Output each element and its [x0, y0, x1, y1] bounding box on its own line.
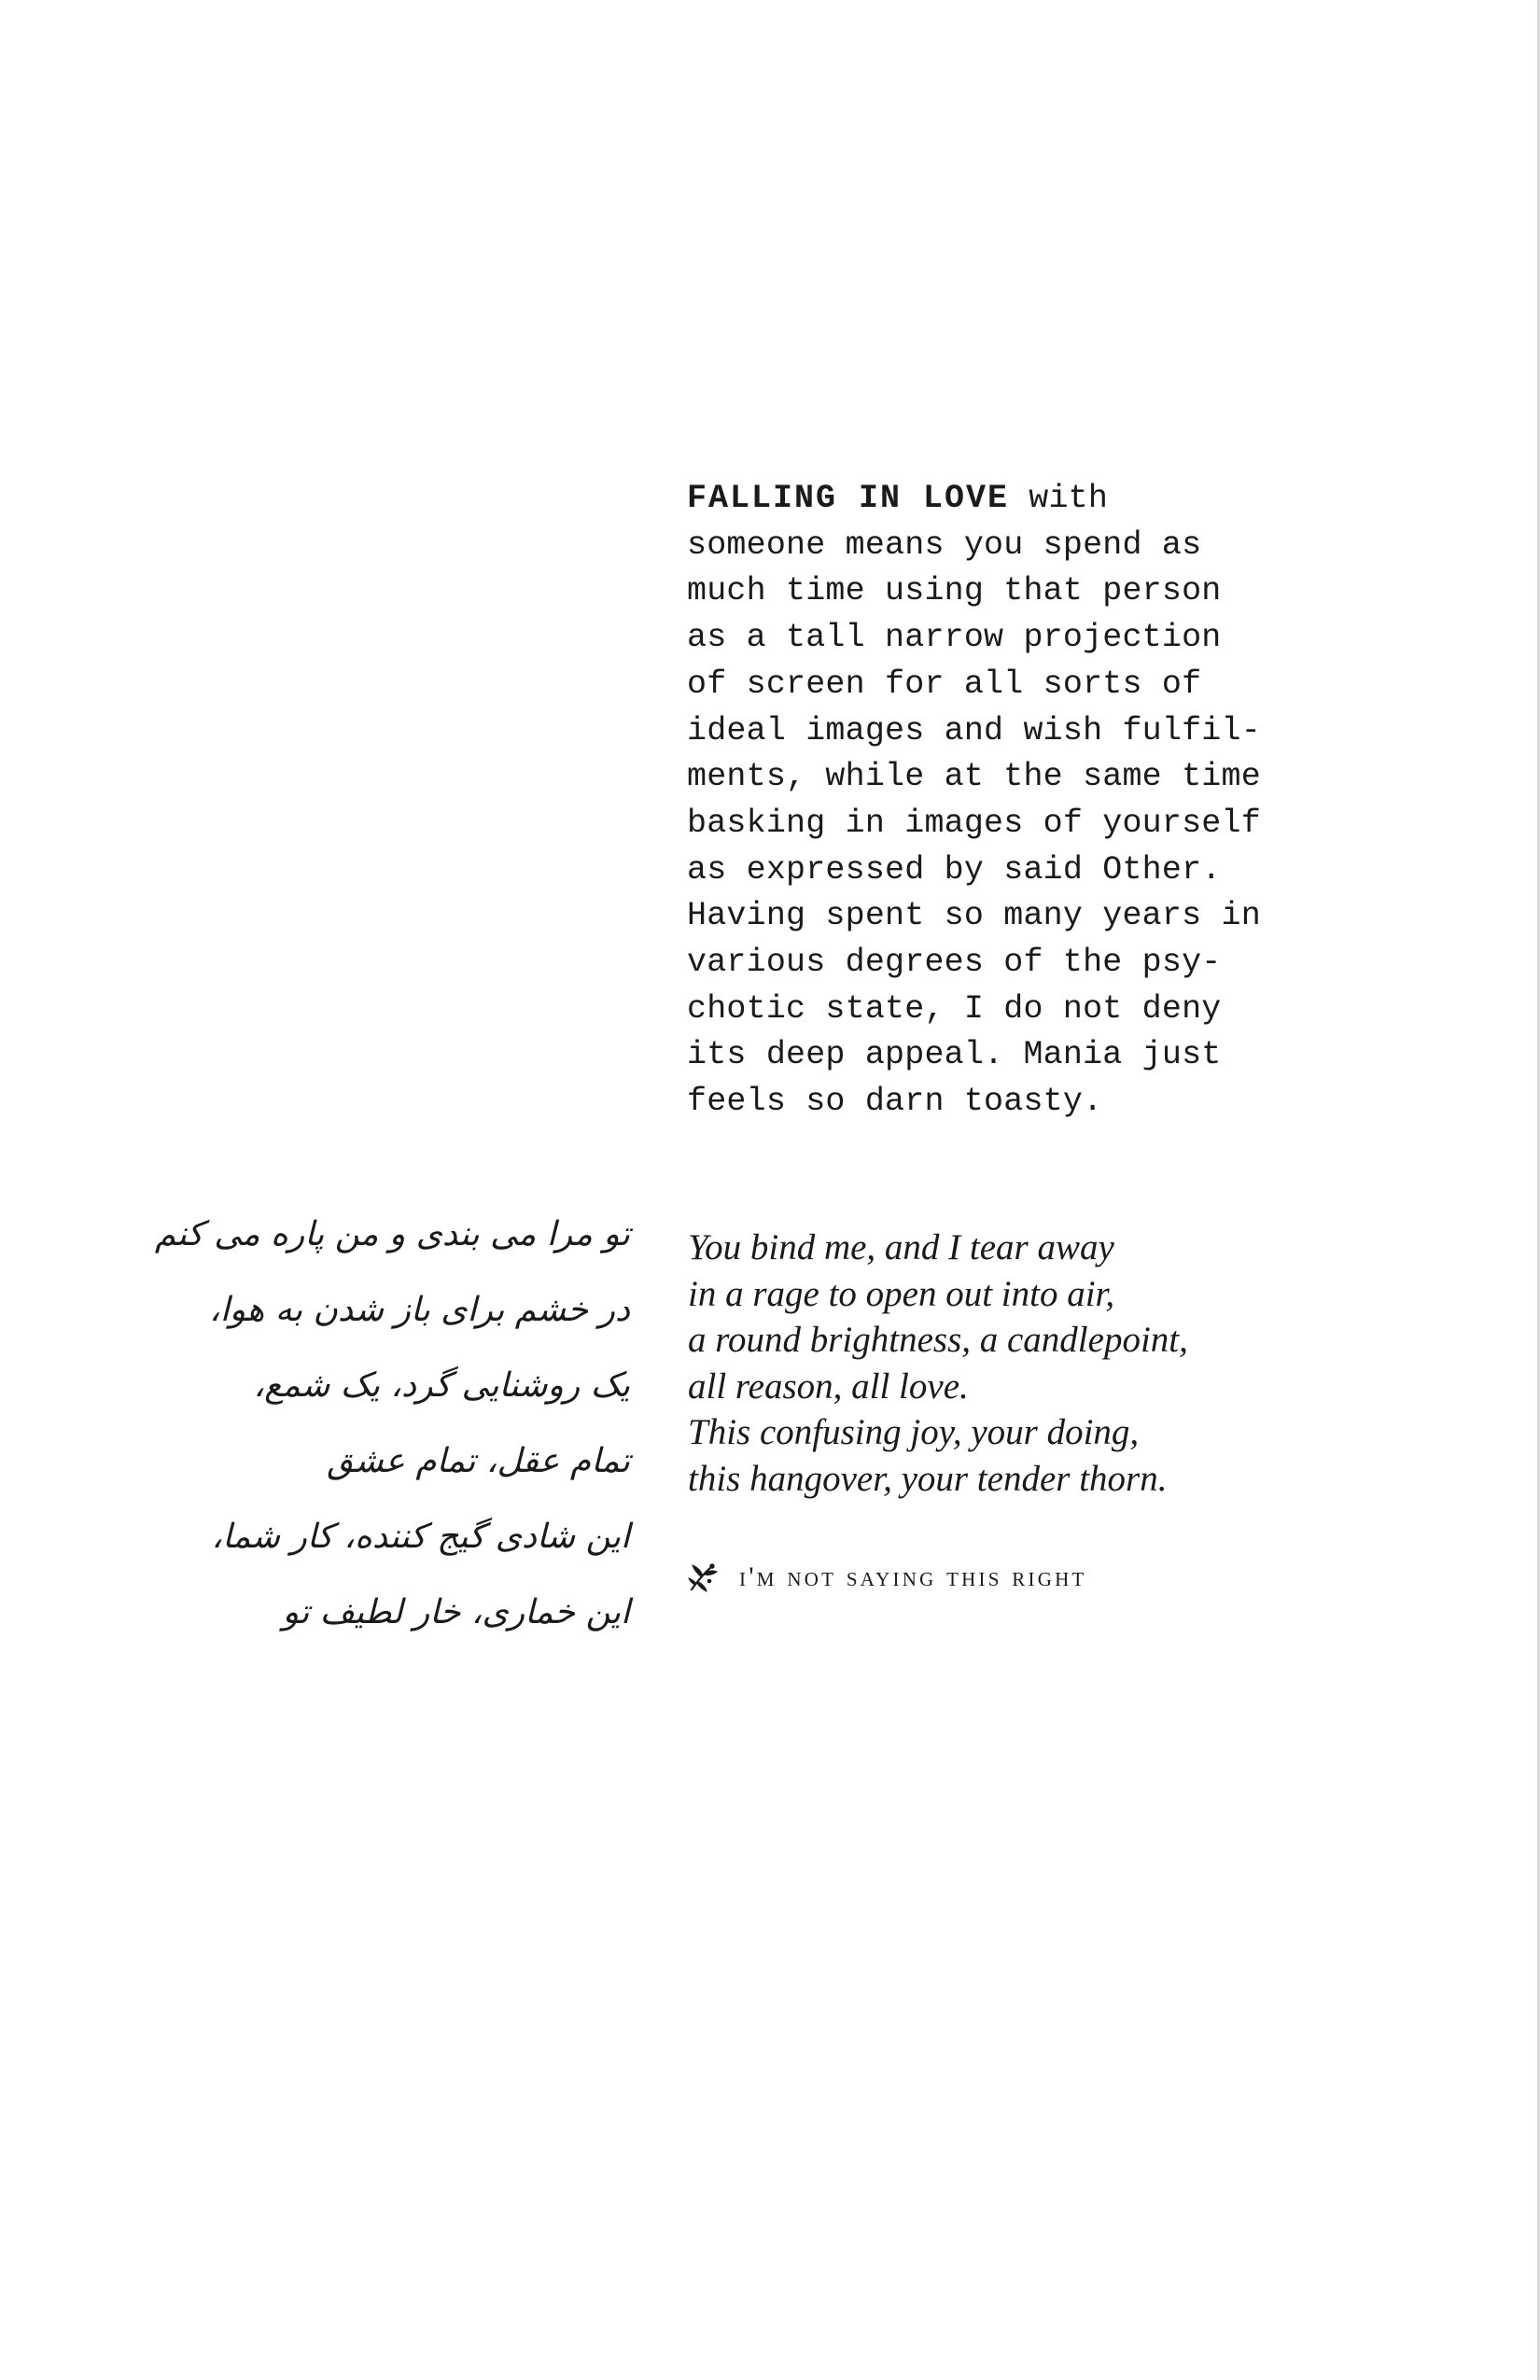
prose-line: as a tall narrow projection [687, 619, 1222, 657]
translation-line: You bind me, and I tear away [688, 1227, 1114, 1267]
persian-poem-line: تمام عقل، تمام عشق [327, 1442, 630, 1480]
translation-line: all reason, all love. [688, 1365, 969, 1407]
prose-line: chotic state, I do not deny [687, 989, 1222, 1028]
persian-poem [154, 1197, 630, 1650]
prose-line: of screen for all sorts of [687, 665, 1202, 703]
prose-line: as expressed by said Other. [687, 850, 1222, 889]
prose-line-1-rest: with [1009, 480, 1109, 517]
translation-line: this hangover, your tender thorn. [688, 1458, 1168, 1499]
prose-line: basking in images of yourself [687, 804, 1261, 842]
translation-line: in a rage to open out into air, [688, 1273, 1115, 1314]
caption-text: i'm not saying this right [739, 1561, 1087, 1592]
translation-line: a round brightness, a candlepoint, [688, 1320, 1188, 1360]
floral-ornament-icon [687, 1561, 719, 1593]
persian-poem-line: در خشم برای باز شدن به هوا، [209, 1291, 630, 1329]
persian-poem-line: این شادی گیج کننده، کار شما، [211, 1518, 630, 1556]
prose-line: ideal images and wish fulfil- [687, 711, 1261, 749]
prose-line: ments, while at the same time [687, 758, 1261, 796]
prose-passage [687, 476, 1322, 1126]
prose-line: various degrees of the psy- [687, 944, 1222, 982]
section-caption [687, 1557, 1086, 1598]
prose-line: someone means you spend as [687, 525, 1202, 564]
prose-line: its deep appeal. Mania just [687, 1036, 1222, 1074]
persian-poem-line: تو مرا می بندی و من پاره می کنم [154, 1215, 630, 1253]
english-translation [688, 1225, 1285, 1502]
translation-line: This confusing joy, your doing, [688, 1412, 1140, 1452]
persian-poem-line: یک روشنایی گرد، یک شمع، [253, 1366, 630, 1405]
prose-line: much time using that person [687, 572, 1222, 610]
prose-line-1 [687, 476, 1322, 523]
prose-line: feels so darn toasty. [687, 1083, 1103, 1121]
prose-line: Having spent so many years in [687, 897, 1261, 935]
persian-poem-line: این خماری، خار لطیف تو [282, 1593, 630, 1631]
prose-lead-caps: FALLING IN LOVE [687, 480, 1010, 517]
